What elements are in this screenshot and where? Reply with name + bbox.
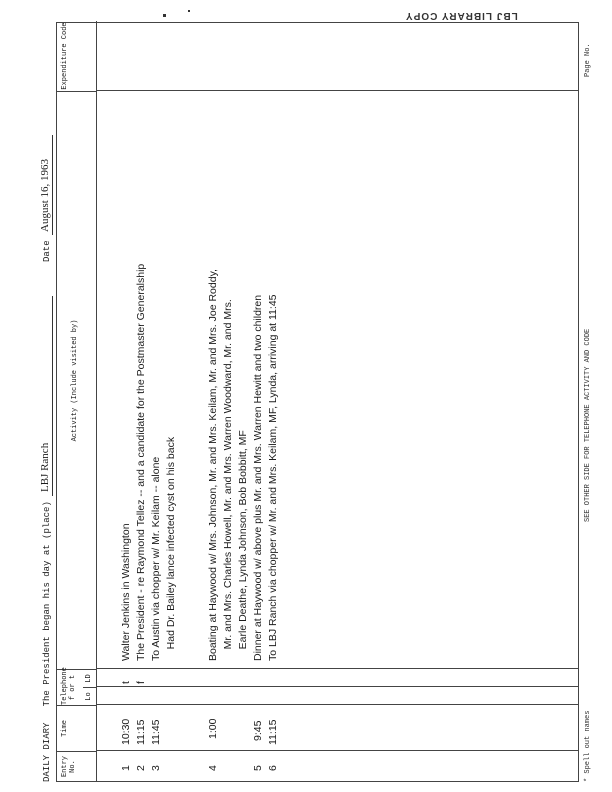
- activity-line: Dinner at Haywood w/ above plus Mr. and Mrs. Warren Hewitt and two children: [252, 294, 264, 661]
- activity-line: Boating at Haywood w/ Mrs. Johnson, Mr. and Mrs. Keilam, Mr. and Mrs. Joe Roddy,: [207, 269, 219, 661]
- activity-line: Mr. and Mrs. Charles Howell, Mr. and Mrs. Warren Woodward, Mr. and Mrs.: [222, 299, 234, 661]
- lo-header: Lo: [83, 687, 97, 705]
- entry-time: 11:45: [150, 719, 162, 745]
- activity-line: Walter Jenkins in Washington: [120, 523, 132, 661]
- activity-line: Had Dr. Bailey lance infected cyst on his back: [165, 436, 177, 661]
- activity-line: To LBJ Ranch via chopper w/ Mr. and Mrs. Keilam, MF, Lynda, arriving at 11:45: [267, 294, 279, 661]
- entry-time: 11:15: [135, 719, 147, 745]
- entry-header: Entry No.: [57, 751, 97, 781]
- col-divider: [97, 704, 578, 705]
- date-label: Date: [42, 240, 52, 262]
- activity-line: Earle Deathe, Lynda Johnson, Bob Bobbitt, MF: [237, 430, 249, 661]
- diary-sheet: [36, 22, 596, 782]
- scan-speck: [188, 10, 190, 12]
- col-divider: [97, 750, 578, 751]
- activity-line: The President - re Raymond Tellez -- and a candidate for the Postmaster Generalship: [135, 263, 147, 661]
- date-value: August 16, 1963: [39, 158, 51, 232]
- activity-line: To Austin via chopper w/ Mr. Keilam -- alone: [150, 456, 162, 661]
- entry-time: 9:45: [252, 720, 264, 741]
- entry-time: 11:15: [267, 719, 279, 745]
- time-header: Time: [57, 705, 97, 751]
- library-copy-stamp: LBJ LIBRARY COPY: [405, 10, 518, 21]
- entry-tel: f: [135, 681, 147, 684]
- entry-no: 1: [120, 765, 132, 771]
- entry-no: 6: [267, 765, 279, 771]
- ld-header: LD: [83, 669, 97, 687]
- col-divider: [97, 686, 578, 687]
- entry-no: 2: [135, 765, 147, 771]
- footer-page-number: Page No.: [584, 43, 592, 77]
- entry-no: 4: [207, 765, 219, 771]
- telephone-header: Telephone f or t: [57, 669, 97, 705]
- scan-speck: [163, 14, 166, 17]
- place-value: LBJ Ranch: [39, 442, 51, 492]
- footer-note-left: * Spell out names: [584, 710, 592, 782]
- entry-tel: t: [120, 681, 132, 684]
- form-title: DAILY DIARY: [42, 722, 52, 782]
- entry-time: 10:30: [120, 718, 132, 745]
- form-header: [42, 296, 53, 782]
- entry-time: 1:00: [207, 718, 219, 739]
- activity-header: Activity (Include visited by): [57, 91, 97, 669]
- diary-table: [56, 22, 579, 782]
- col-divider: [97, 668, 578, 669]
- expenditure-header: Expenditure Code: [57, 21, 97, 91]
- began-label: The President began his day at (place): [42, 501, 52, 707]
- entry-no: 3: [150, 765, 162, 771]
- footer-note-middle: SEE OTHER SIDE FOR TELEPHONE ACTIVITY AND CODE: [584, 328, 592, 522]
- entry-no: 5: [252, 765, 264, 771]
- col-divider: [97, 90, 578, 91]
